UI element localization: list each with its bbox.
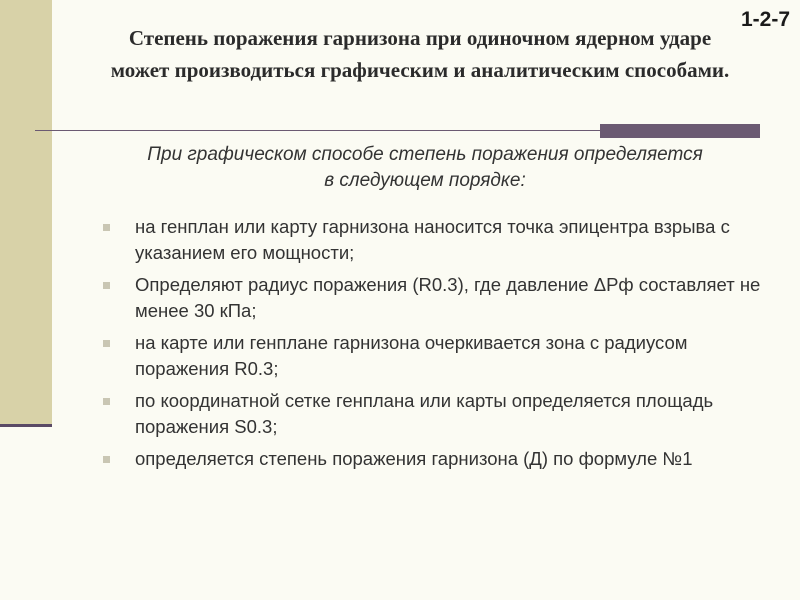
list-item-text: определяется степень поражения гарнизона (Д) по формуле №1	[135, 448, 693, 469]
slide-subtitle	[90, 142, 760, 194]
list-item-text: на генплан или карту гарнизона наносится точка эпицентра взрыва с указанием его мощности;	[135, 216, 730, 263]
slide-number: 1-2-7	[740, 8, 790, 31]
list-item	[100, 388, 780, 440]
title-divider-block	[600, 124, 760, 138]
list-item-text: Определяют радиус поражения (R0.3), где давление ΔРф составляет не менее 30 кПа;	[135, 274, 761, 321]
bullet-square-icon	[103, 224, 110, 231]
subtitle-line-1: При графическом способе степень поражения определяется	[147, 144, 703, 165]
subtitle-line-2: в следующем порядке:	[324, 170, 526, 191]
list-item	[100, 446, 780, 472]
list-item-text: на карте или генплане гарнизона очеркивается зона с радиусом поражения R0.3;	[135, 332, 688, 379]
bullet-square-icon	[103, 282, 110, 289]
slide-title: Степень поражения гарнизона при одиночном ядерном ударе может производиться графическим и аналитическим способами.	[110, 26, 730, 82]
left-decor-band-edge	[0, 424, 52, 427]
list-item-text: по координатной сетке генплана или карты определяется площадь поражения S0.3;	[135, 390, 714, 437]
list-item	[100, 214, 780, 266]
bullet-list	[100, 214, 780, 478]
bullet-square-icon	[103, 340, 110, 347]
left-decor-band	[0, 0, 52, 424]
bullet-square-icon	[103, 456, 110, 463]
list-item	[100, 272, 780, 324]
bullet-square-icon	[103, 398, 110, 405]
list-item	[100, 330, 780, 382]
